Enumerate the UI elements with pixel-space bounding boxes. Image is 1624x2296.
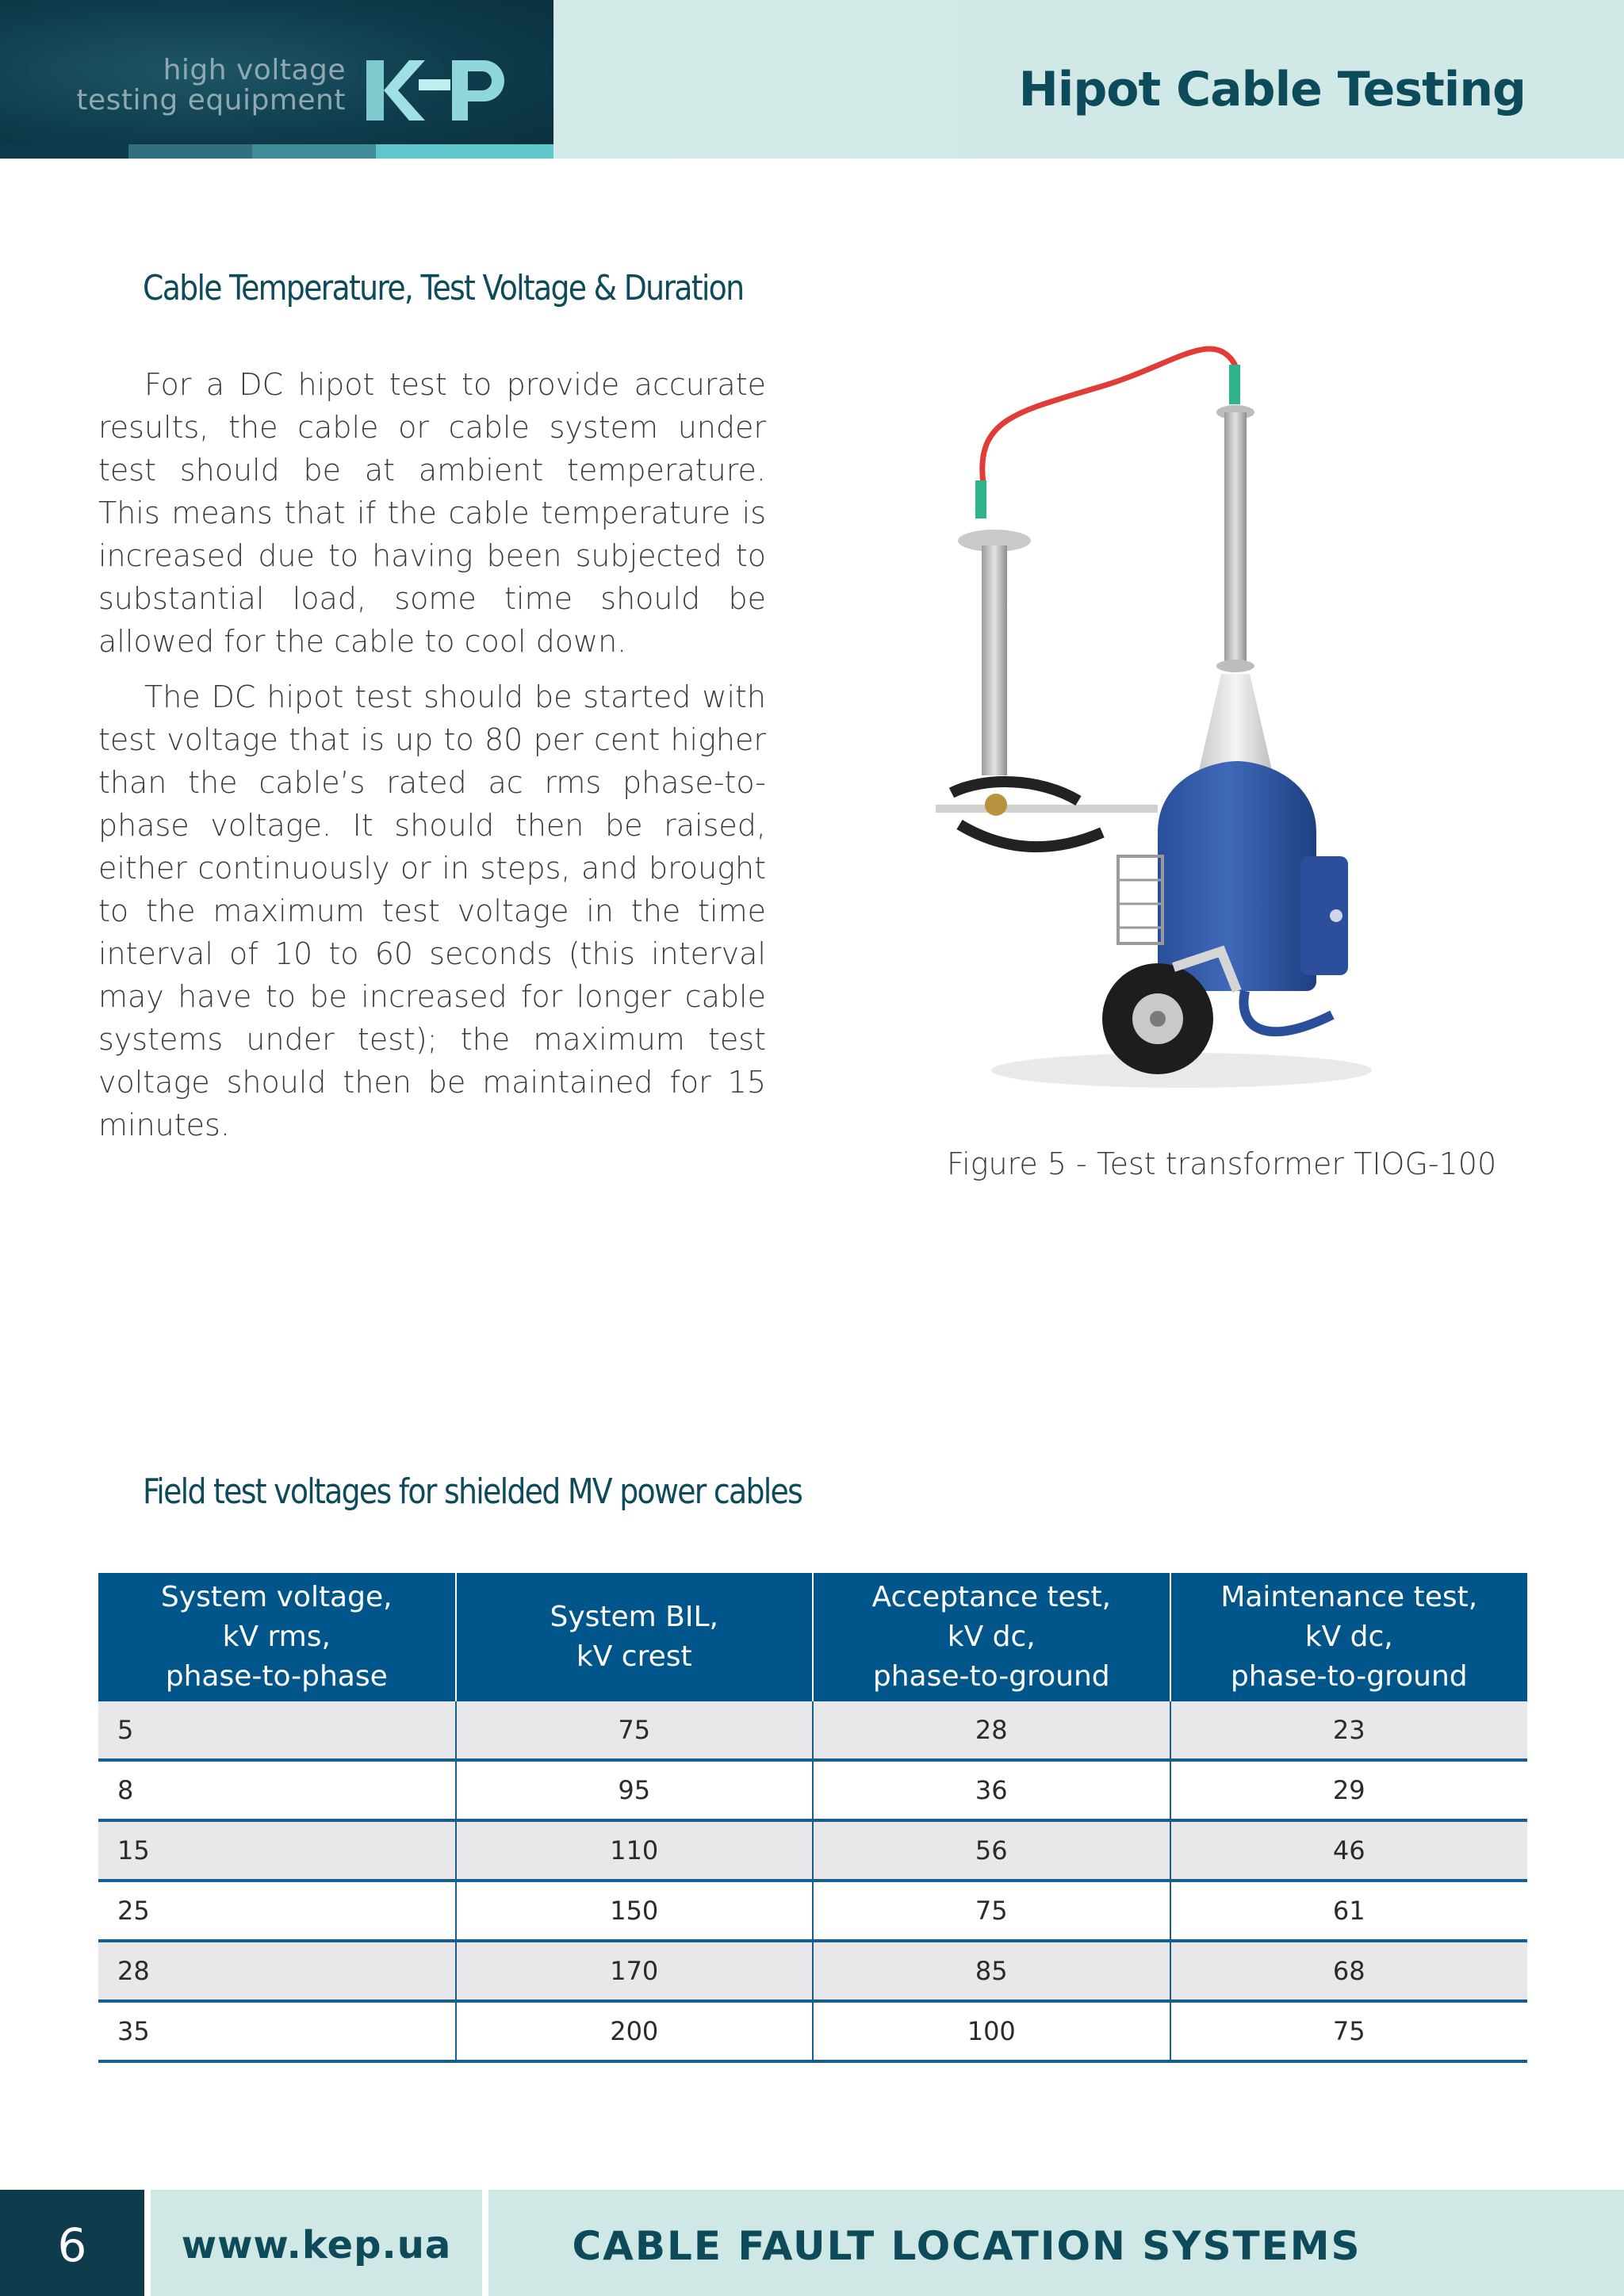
cell-system-voltage: 5 [98, 1701, 456, 1760]
table-row [98, 1941, 1527, 2001]
header-line: System BIL, [550, 1601, 718, 1633]
cell-acceptance: 85 [813, 1941, 1170, 2001]
header-line: kV dc, [1304, 1621, 1393, 1653]
brand-stripe [128, 144, 252, 159]
header-line: phase-to-phase [165, 1660, 388, 1693]
cell-system-voltage: 35 [98, 2001, 456, 2061]
cell-acceptance: 36 [813, 1760, 1170, 1820]
tagline-line1: high voltage [163, 54, 346, 86]
logo-k [366, 60, 425, 121]
section-heading-field-test: Field test voltages for shielded MV power cables [143, 1471, 802, 1512]
table-row [98, 1760, 1527, 1820]
cell-system-bil: 75 [456, 1701, 814, 1760]
brand-block [0, 0, 553, 159]
brand-stripe [0, 144, 128, 159]
footer-divider [144, 2190, 151, 2296]
cell-system-bil: 110 [456, 1820, 814, 1881]
table-row [98, 1701, 1527, 1760]
header-line: kV rms, [222, 1621, 331, 1653]
cell-system-bil: 95 [456, 1760, 814, 1820]
header-maintenance-test [1170, 1573, 1528, 1701]
cell-maintenance: 68 [1170, 1941, 1528, 2001]
cell-acceptance: 75 [813, 1881, 1170, 1941]
table-row [98, 1820, 1527, 1881]
footer-divider [482, 2190, 488, 2296]
page-title: Hipot Cable Testing [1018, 62, 1526, 117]
header-line: kV dc, [947, 1621, 1036, 1653]
header-line: System voltage, [160, 1581, 393, 1613]
cell-acceptance: 56 [813, 1820, 1170, 1881]
table-header-row [98, 1573, 1527, 1701]
paragraph: The DC hipot test should be started with test voltage that is up to 80 per cent higher than the cable’s rated ac rms phase-to-phase voltage. It should then be raised, either continuously or in steps, and brought to the maximum test voltage in the time interval of 10 to 60 seconds (this interval may have to be increased for longer cable systems under test); the maximum test voltage should then be maintained for 15 minutes. [98, 679, 766, 1142]
header-line: Maintenance test, [1220, 1581, 1478, 1613]
cell-acceptance: 100 [813, 2001, 1170, 2061]
cell-system-voltage: 8 [98, 1760, 456, 1820]
header-line: Acceptance test, [871, 1581, 1112, 1613]
cell-maintenance: 23 [1170, 1701, 1528, 1760]
cell-system-voltage: 15 [98, 1820, 456, 1881]
cell-system-bil: 200 [456, 2001, 814, 2061]
table-row [98, 2001, 1527, 2061]
brand-stripe [252, 144, 376, 159]
page-number-block [0, 2190, 144, 2296]
section-heading-temperature: Cable Temperature, Test Voltage & Duration [143, 268, 744, 308]
footer-title: CABLE FAULT LOCATION SYSTEMS [572, 2223, 1362, 2269]
cell-maintenance: 46 [1170, 1820, 1528, 1881]
website-link[interactable]: www.kep.ua [181, 2223, 452, 2267]
cell-maintenance: 61 [1170, 1881, 1528, 1941]
page-header [0, 0, 1624, 159]
header-line: phase-to-ground [1230, 1660, 1468, 1693]
page-footer [0, 2190, 1624, 2296]
cell-maintenance: 75 [1170, 2001, 1528, 2061]
body-text [98, 363, 766, 1159]
cell-maintenance: 29 [1170, 1760, 1528, 1820]
voltage-table [98, 1573, 1527, 2063]
cell-system-bil: 150 [456, 1881, 814, 1941]
tagline-line2: testing equipment [76, 84, 346, 117]
logo-e [419, 79, 450, 90]
cell-system-bil: 170 [456, 1941, 814, 2001]
header-system-voltage [98, 1573, 456, 1701]
field-test-voltages-table [98, 1573, 1527, 2063]
header-line: phase-to-ground [872, 1660, 1110, 1693]
header-acceptance-test [813, 1573, 1170, 1701]
brand-stripe [376, 144, 553, 159]
cell-system-voltage: 25 [98, 1881, 456, 1941]
cell-acceptance: 28 [813, 1701, 1170, 1760]
test-transformer-image [920, 333, 1427, 1118]
header-line: kV crest [576, 1640, 692, 1673]
table-row [98, 1881, 1527, 1941]
kep-logo [363, 55, 508, 122]
logo-p [452, 60, 504, 121]
page-number: 6 [57, 2218, 87, 2272]
header-system-bil [456, 1573, 814, 1701]
cell-system-voltage: 28 [98, 1941, 456, 2001]
paragraph: For a DC hipot test to provide accurate results, the cable or cable system under test should be at ambient temperature. This means that if the cable temperature is increased due to having been subjected to substantial load, some time should be allowed for the cable to cool down. [98, 367, 766, 659]
figure-caption: Figure 5 - Test transformer TIOG-100 [947, 1146, 1497, 1181]
